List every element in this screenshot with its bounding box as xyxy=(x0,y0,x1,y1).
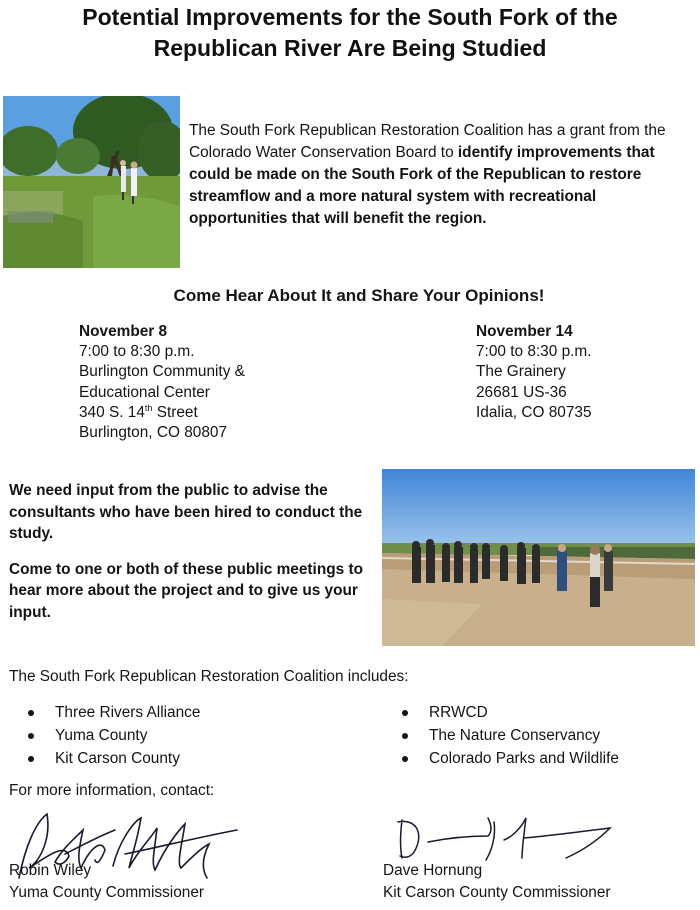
title-line-2: Republican River Are Being Studied xyxy=(153,35,547,61)
meeting-november-14 xyxy=(476,322,676,423)
meeting-street xyxy=(79,403,339,423)
intro-text: The South Fork Republican Restoration Coalition has a grant from the Colorado Water Conservation Board to xyxy=(189,122,666,161)
list-item xyxy=(28,747,200,770)
group-photo xyxy=(382,469,695,646)
list-item xyxy=(28,701,200,724)
meeting-city: Idalia, CO 80735 xyxy=(476,403,592,421)
list-item xyxy=(402,724,619,747)
meeting-venue-line-2: Educational Center xyxy=(79,383,210,401)
list-item xyxy=(28,724,200,747)
come-hear-heading: Come Hear About It and Share Your Opinions! xyxy=(173,286,545,305)
signature-dave-hornung xyxy=(388,812,628,864)
intro-paragraph xyxy=(189,120,697,230)
member-name: Kit Carson County xyxy=(55,750,180,767)
bullet-icon xyxy=(402,756,408,762)
meeting-date: November 8 xyxy=(79,323,168,340)
signer-title: Kit Carson County Commissioner xyxy=(383,884,611,901)
member-name: Three Rivers Alliance xyxy=(55,704,201,721)
member-name: RRWCD xyxy=(429,704,488,721)
page-title xyxy=(0,2,700,64)
signer-name: Dave Hornung xyxy=(383,862,483,879)
bullet-icon xyxy=(28,756,34,762)
meeting-time: 7:00 to 8:30 p.m. xyxy=(79,343,195,361)
wetland-photo xyxy=(3,96,180,268)
street-name: Street xyxy=(152,403,198,421)
meeting-street: 26681 US-36 xyxy=(476,383,567,401)
street-ordinal-suffix: th xyxy=(144,402,153,413)
coalition-heading: The South Fork Republican Restoration Coalition includes: xyxy=(9,668,409,685)
list-item xyxy=(402,747,619,770)
bullet-icon xyxy=(28,710,34,716)
street-number: 340 S. 14 xyxy=(79,403,145,421)
coalition-members-left xyxy=(28,701,200,770)
signer-dave-hornung xyxy=(383,860,611,904)
input-paragraph-2: Come to one or both of these public meetings to hear more about the project and to give us your input. xyxy=(9,560,363,621)
signer-title: Yuma County Commissioner xyxy=(9,884,205,901)
title-line-1: Potential Improvements for the South Fork of the xyxy=(82,4,618,30)
coalition-members-right xyxy=(402,701,619,770)
bullet-icon xyxy=(402,733,408,739)
member-name: Colorado Parks and Wildlife xyxy=(429,750,619,767)
contact-heading: For more information, contact: xyxy=(9,782,215,799)
member-name: The Nature Conservancy xyxy=(429,727,601,744)
member-name: Yuma County xyxy=(55,727,148,744)
public-input-text xyxy=(9,480,369,637)
meeting-venue-line-1: The Grainery xyxy=(476,363,566,381)
bullet-icon xyxy=(28,733,34,739)
signer-name: Robin Wiley xyxy=(9,862,92,879)
meeting-venue-line-1: Burlington Community & xyxy=(79,363,245,381)
meeting-november-8 xyxy=(79,322,339,443)
signer-robin-wiley xyxy=(9,860,204,904)
list-item xyxy=(402,701,619,724)
meeting-time: 7:00 to 8:30 p.m. xyxy=(476,343,592,361)
input-paragraph-1: We need input from the public to advise the consultants who have been hired to conduct the study. xyxy=(9,482,363,542)
meeting-city: Burlington, CO 80807 xyxy=(79,424,228,442)
intro-bold-text: identify improvements that could be made on the South Fork of the Republican to restore streamflow and a more natural system with recreational opportunities that will benefit the region. xyxy=(189,144,655,227)
bullet-icon xyxy=(402,710,408,716)
meeting-date: November 14 xyxy=(476,323,573,340)
